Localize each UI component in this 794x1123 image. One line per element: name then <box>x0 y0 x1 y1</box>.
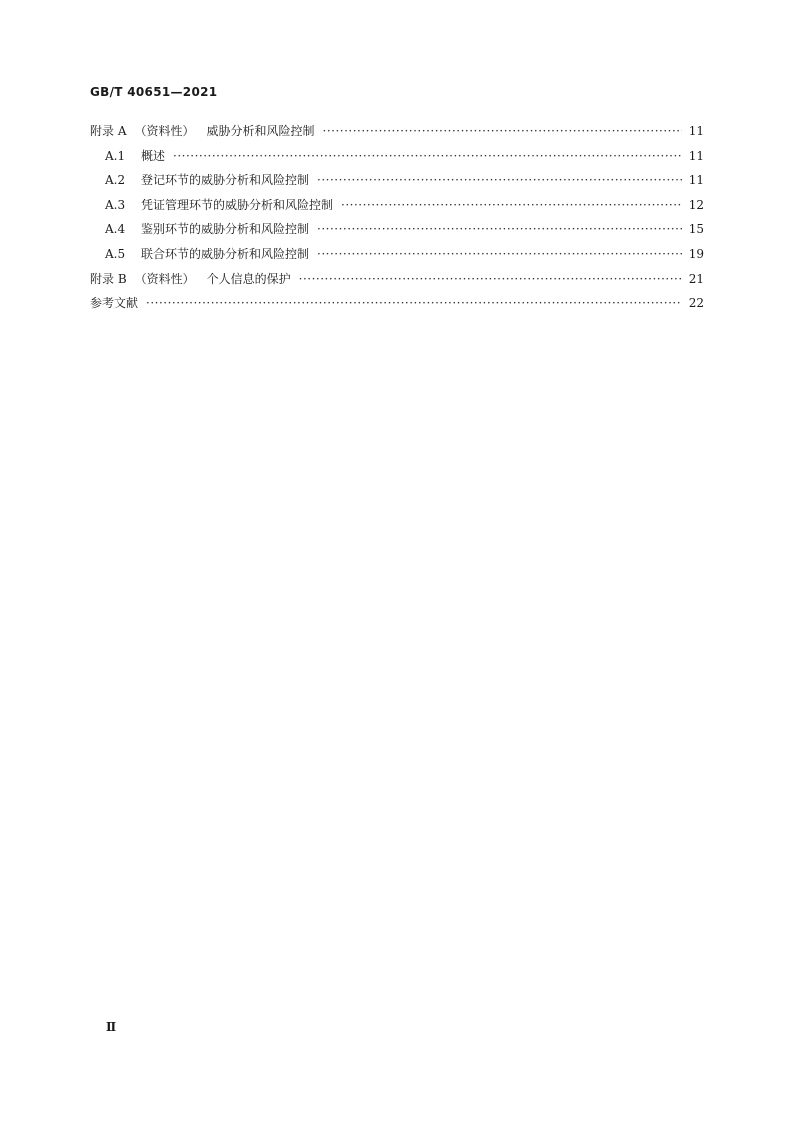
toc-entry-references[interactable] <box>90 291 704 316</box>
toc-entry-appendix-b[interactable] <box>90 267 704 292</box>
dot-leader <box>317 242 682 267</box>
toc-entry-page: 12 <box>688 197 704 212</box>
toc-entry-page: 21 <box>688 271 704 286</box>
toc-entry-page: 15 <box>688 222 704 237</box>
toc-entry-number: A.1 <box>105 148 126 163</box>
toc-entry-title: 概述 <box>141 148 166 163</box>
toc-entry-number: A.2 <box>105 173 126 188</box>
toc-entry-appendix-a[interactable] <box>90 119 704 144</box>
toc-entry-qualifier: （资料性） <box>134 271 195 286</box>
toc-entry-page: 19 <box>688 246 704 261</box>
toc-entry-a5[interactable] <box>90 242 704 267</box>
toc-entry-a1[interactable] <box>90 144 704 169</box>
toc-entry-number: A.3 <box>105 197 126 212</box>
page-number-label: Ⅱ <box>106 1020 117 1034</box>
toc-entry-title: 个人信息的保护 <box>206 271 291 286</box>
dot-leader <box>323 119 682 144</box>
toc-entry-title: 鉴别环节的威胁分析和风险控制 <box>141 222 310 237</box>
toc-entry-title: 登记环节的威胁分析和风险控制 <box>141 173 310 188</box>
toc-entry-title: 凭证管理环节的威胁分析和风险控制 <box>141 197 334 212</box>
toc-entry-number: 附录 B <box>90 271 127 286</box>
toc-entry-number: 附录 A <box>90 124 127 138</box>
toc-entry-title: 威胁分析和风险控制 <box>206 124 315 138</box>
toc-entry-page: 22 <box>688 296 704 311</box>
toc-entry-page: 11 <box>688 148 704 163</box>
toc-entry-a2[interactable] <box>90 168 704 193</box>
toc-entry-page: 11 <box>688 124 704 138</box>
toc-entry-number: A.5 <box>105 246 126 261</box>
dot-leader <box>173 144 682 169</box>
table-of-contents <box>90 119 704 316</box>
toc-entry-title: 参考文献 <box>90 296 139 311</box>
toc-entry-page: 11 <box>688 173 704 188</box>
dot-leader <box>341 193 682 218</box>
dot-leader <box>146 291 682 316</box>
toc-entry-number: A.4 <box>105 222 126 237</box>
toc-entry-a4[interactable] <box>90 217 704 242</box>
standard-number: GB/T 40651—2021 <box>90 85 218 99</box>
toc-entry-title: 联合环节的威胁分析和风险控制 <box>141 246 310 261</box>
dot-leader <box>299 267 682 292</box>
dot-leader <box>317 217 682 242</box>
toc-entry-qualifier: （资料性） <box>134 124 195 138</box>
dot-leader <box>317 168 682 193</box>
toc-entry-a3[interactable] <box>90 193 704 218</box>
